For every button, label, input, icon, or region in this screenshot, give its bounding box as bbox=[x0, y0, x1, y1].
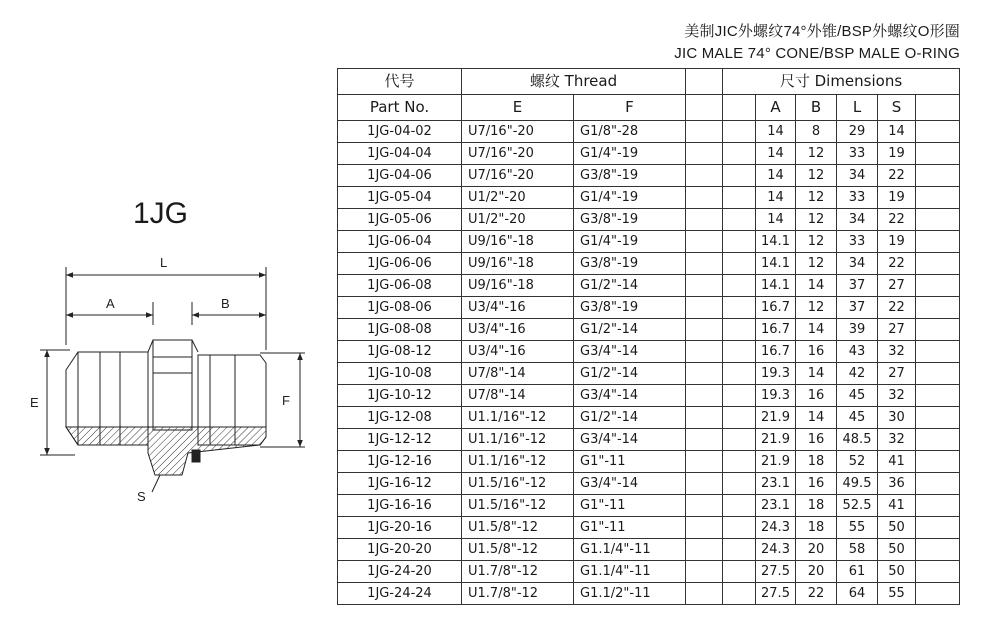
cell-blank bbox=[686, 517, 723, 539]
table-row bbox=[338, 319, 960, 341]
cell-dim-S: 19 bbox=[878, 231, 916, 253]
cell-dim-B: 14 bbox=[796, 407, 837, 429]
cell-blank bbox=[686, 429, 723, 451]
cell-part-no: 1JG-20-16 bbox=[338, 517, 462, 539]
cell-thread-F: G1/2"-14 bbox=[574, 363, 686, 385]
cell-dim-S: 27 bbox=[878, 319, 916, 341]
spec-table bbox=[337, 68, 960, 605]
cell-dim-S: 27 bbox=[878, 363, 916, 385]
cell-dim-L: 45 bbox=[837, 407, 878, 429]
cell-blank bbox=[723, 583, 756, 605]
cell-blank bbox=[916, 473, 960, 495]
cell-dim-A: 21.9 bbox=[756, 429, 796, 451]
cell-part-no: 1JG-06-04 bbox=[338, 231, 462, 253]
table-row bbox=[338, 385, 960, 407]
cell-part-no: 1JG-04-04 bbox=[338, 143, 462, 165]
cell-dim-S: 41 bbox=[878, 495, 916, 517]
cell-blank bbox=[723, 473, 756, 495]
cell-thread-F: G1.1/4"-11 bbox=[574, 539, 686, 561]
cell-thread-E: U7/8"-14 bbox=[462, 363, 574, 385]
cell-dim-B: 12 bbox=[796, 231, 837, 253]
cell-blank bbox=[916, 121, 960, 143]
cell-thread-E: U1.5/16"-12 bbox=[462, 473, 574, 495]
cell-dim-L: 37 bbox=[837, 275, 878, 297]
cell-blank bbox=[723, 165, 756, 187]
cell-blank bbox=[916, 517, 960, 539]
cell-thread-E: U3/4"-16 bbox=[462, 319, 574, 341]
cell-blank bbox=[686, 231, 723, 253]
cell-thread-E: U1.1/16"-12 bbox=[462, 407, 574, 429]
cell-blank bbox=[916, 561, 960, 583]
table-row bbox=[338, 143, 960, 165]
cell-dim-L: 42 bbox=[837, 363, 878, 385]
table-row bbox=[338, 209, 960, 231]
cell-dim-L: 64 bbox=[837, 583, 878, 605]
cell-dim-B: 22 bbox=[796, 583, 837, 605]
cell-blank bbox=[723, 363, 756, 385]
cell-part-no: 1JG-04-06 bbox=[338, 165, 462, 187]
cell-dim-S: 36 bbox=[878, 473, 916, 495]
cell-dim-S: 14 bbox=[878, 121, 916, 143]
cell-dim-A: 14.1 bbox=[756, 231, 796, 253]
cell-dim-A: 14.1 bbox=[756, 253, 796, 275]
cell-dim-B: 16 bbox=[796, 341, 837, 363]
cell-dim-A: 21.9 bbox=[756, 451, 796, 473]
cell-blank bbox=[916, 143, 960, 165]
cell-part-no: 1JG-10-12 bbox=[338, 385, 462, 407]
cell-blank bbox=[723, 451, 756, 473]
cell-dim-A: 16.7 bbox=[756, 319, 796, 341]
cell-dim-B: 18 bbox=[796, 517, 837, 539]
cell-thread-F: G1/2"-14 bbox=[574, 275, 686, 297]
cell-part-no: 1JG-08-06 bbox=[338, 297, 462, 319]
cell-blank bbox=[916, 319, 960, 341]
table-row bbox=[338, 451, 960, 473]
cell-dim-B: 16 bbox=[796, 473, 837, 495]
cell-blank bbox=[723, 297, 756, 319]
cell-dim-B: 18 bbox=[796, 451, 837, 473]
cell-blank bbox=[723, 253, 756, 275]
cell-dim-L: 33 bbox=[837, 143, 878, 165]
cell-dim-B: 16 bbox=[796, 385, 837, 407]
cell-blank bbox=[723, 561, 756, 583]
table-row bbox=[338, 495, 960, 517]
cell-dim-L: 34 bbox=[837, 253, 878, 275]
table-row bbox=[338, 407, 960, 429]
table-row bbox=[338, 473, 960, 495]
cell-thread-F: G3/8"-19 bbox=[574, 297, 686, 319]
cell-blank bbox=[686, 583, 723, 605]
cell-dim-B: 12 bbox=[796, 253, 837, 275]
cell-thread-F: G3/8"-19 bbox=[574, 209, 686, 231]
cell-thread-F: G1"-11 bbox=[574, 495, 686, 517]
cell-blank bbox=[723, 385, 756, 407]
cell-blank bbox=[723, 539, 756, 561]
cell-dim-L: 49.5 bbox=[837, 473, 878, 495]
dim-S-header: S bbox=[878, 95, 916, 121]
cell-blank bbox=[686, 121, 723, 143]
cell-blank bbox=[686, 385, 723, 407]
cell-thread-E: U1/2"-20 bbox=[462, 187, 574, 209]
dim-E-label: E bbox=[30, 395, 39, 410]
blank-header bbox=[723, 95, 756, 121]
cell-part-no: 1JG-20-20 bbox=[338, 539, 462, 561]
cell-thread-E: U3/4"-16 bbox=[462, 297, 574, 319]
cell-thread-F: G3/8"-19 bbox=[574, 165, 686, 187]
cell-thread-F: G3/4"-14 bbox=[574, 473, 686, 495]
cell-dim-S: 22 bbox=[878, 165, 916, 187]
cell-blank bbox=[916, 363, 960, 385]
cell-blank bbox=[916, 495, 960, 517]
cell-dim-B: 8 bbox=[796, 121, 837, 143]
cell-dim-B: 12 bbox=[796, 165, 837, 187]
thread-E-header: E bbox=[462, 95, 574, 121]
cell-thread-E: U9/16"-18 bbox=[462, 231, 574, 253]
thread-F-header: F bbox=[574, 95, 686, 121]
cell-dim-S: 41 bbox=[878, 451, 916, 473]
cell-part-no: 1JG-16-16 bbox=[338, 495, 462, 517]
dim-B-label: B bbox=[221, 296, 230, 311]
cell-blank bbox=[723, 209, 756, 231]
hex-body bbox=[153, 340, 192, 430]
cell-dim-L: 34 bbox=[837, 209, 878, 231]
part-no-header: Part No. bbox=[338, 95, 462, 121]
o-ring bbox=[192, 450, 200, 462]
cell-blank bbox=[916, 253, 960, 275]
cell-dim-L: 39 bbox=[837, 319, 878, 341]
cell-thread-E: U1.1/16"-12 bbox=[462, 451, 574, 473]
cell-dim-S: 50 bbox=[878, 561, 916, 583]
table-row bbox=[338, 231, 960, 253]
cell-blank bbox=[916, 297, 960, 319]
cell-blank bbox=[916, 451, 960, 473]
cell-dim-A: 23.1 bbox=[756, 473, 796, 495]
cell-thread-F: G1.1/2"-11 bbox=[574, 583, 686, 605]
table-row bbox=[338, 165, 960, 187]
cell-dim-S: 22 bbox=[878, 253, 916, 275]
cell-dim-S: 32 bbox=[878, 385, 916, 407]
cell-thread-E: U9/16"-18 bbox=[462, 275, 574, 297]
cell-dim-L: 52 bbox=[837, 451, 878, 473]
fitting-drawing bbox=[20, 245, 320, 505]
cell-blank bbox=[686, 275, 723, 297]
cell-blank bbox=[916, 407, 960, 429]
cell-blank bbox=[723, 231, 756, 253]
sub-header-row bbox=[338, 95, 960, 121]
cell-thread-E: U1.7/8"-12 bbox=[462, 583, 574, 605]
dim-L-header: L bbox=[837, 95, 878, 121]
cell-thread-E: U7/8"-14 bbox=[462, 385, 574, 407]
cell-blank bbox=[686, 209, 723, 231]
table-row bbox=[338, 539, 960, 561]
cell-thread-F: G1/2"-14 bbox=[574, 319, 686, 341]
cell-blank bbox=[686, 187, 723, 209]
table-row bbox=[338, 253, 960, 275]
table-row bbox=[338, 517, 960, 539]
cell-dim-L: 58 bbox=[837, 539, 878, 561]
cell-thread-F: G1.1/4"-11 bbox=[574, 561, 686, 583]
cell-dim-B: 12 bbox=[796, 143, 837, 165]
cell-dim-L: 43 bbox=[837, 341, 878, 363]
cell-part-no: 1JG-24-20 bbox=[338, 561, 462, 583]
cell-thread-F: G1/4"-19 bbox=[574, 231, 686, 253]
cell-dim-B: 20 bbox=[796, 561, 837, 583]
cell-dim-A: 19.3 bbox=[756, 363, 796, 385]
cell-part-no: 1JG-05-04 bbox=[338, 187, 462, 209]
cell-blank bbox=[723, 143, 756, 165]
cell-dim-A: 14 bbox=[756, 187, 796, 209]
dim-F-label: F bbox=[282, 393, 290, 408]
cell-part-no: 1JG-12-12 bbox=[338, 429, 462, 451]
cell-part-no: 1JG-04-02 bbox=[338, 121, 462, 143]
cell-blank bbox=[686, 495, 723, 517]
cell-blank bbox=[916, 187, 960, 209]
cell-blank bbox=[686, 561, 723, 583]
dim-S-label: S bbox=[137, 489, 146, 504]
cell-thread-E: U1.5/8"-12 bbox=[462, 517, 574, 539]
cell-dim-A: 27.5 bbox=[756, 583, 796, 605]
cell-thread-F: G3/8"-19 bbox=[574, 253, 686, 275]
cell-dim-A: 27.5 bbox=[756, 561, 796, 583]
cell-dim-L: 34 bbox=[837, 165, 878, 187]
cell-blank bbox=[686, 539, 723, 561]
blank-header bbox=[686, 95, 723, 121]
cell-dim-S: 50 bbox=[878, 539, 916, 561]
group-header-row bbox=[338, 69, 960, 95]
dim-B-header: B bbox=[796, 95, 837, 121]
dim-A-label: A bbox=[106, 296, 115, 311]
cell-blank bbox=[916, 539, 960, 561]
cell-dim-L: 29 bbox=[837, 121, 878, 143]
cell-blank bbox=[916, 231, 960, 253]
cell-blank bbox=[686, 297, 723, 319]
cell-thread-F: G1"-11 bbox=[574, 451, 686, 473]
cell-dim-A: 14 bbox=[756, 121, 796, 143]
blank-header bbox=[916, 95, 960, 121]
cell-dim-L: 61 bbox=[837, 561, 878, 583]
cell-dim-A: 14.1 bbox=[756, 275, 796, 297]
cell-part-no: 1JG-06-06 bbox=[338, 253, 462, 275]
cell-dim-A: 21.9 bbox=[756, 407, 796, 429]
cell-dim-B: 14 bbox=[796, 319, 837, 341]
cell-dim-S: 22 bbox=[878, 297, 916, 319]
cell-blank bbox=[723, 429, 756, 451]
cell-part-no: 1JG-16-12 bbox=[338, 473, 462, 495]
cell-thread-E: U3/4"-16 bbox=[462, 341, 574, 363]
cell-blank bbox=[723, 495, 756, 517]
cell-dim-L: 45 bbox=[837, 385, 878, 407]
cell-dim-A: 14 bbox=[756, 143, 796, 165]
dimensions-header: 尺寸 Dimensions bbox=[723, 69, 960, 95]
cell-dim-A: 14 bbox=[756, 165, 796, 187]
cell-blank bbox=[686, 363, 723, 385]
cell-part-no: 1JG-24-24 bbox=[338, 583, 462, 605]
cell-dim-S: 50 bbox=[878, 517, 916, 539]
cell-thread-E: U1.5/16"-12 bbox=[462, 495, 574, 517]
cell-dim-L: 55 bbox=[837, 517, 878, 539]
cell-dim-L: 52.5 bbox=[837, 495, 878, 517]
cell-blank bbox=[686, 143, 723, 165]
table-row bbox=[338, 341, 960, 363]
cell-dim-B: 16 bbox=[796, 429, 837, 451]
title-english: JIC MALE 74° CONE/BSP MALE O-RING bbox=[674, 45, 960, 62]
cell-blank bbox=[723, 407, 756, 429]
cell-dim-B: 14 bbox=[796, 363, 837, 385]
blank-header bbox=[686, 69, 723, 95]
dim-L-label: L bbox=[160, 255, 168, 270]
cell-dim-L: 48.5 bbox=[837, 429, 878, 451]
table-row bbox=[338, 187, 960, 209]
cell-dim-A: 16.7 bbox=[756, 297, 796, 319]
cell-part-no: 1JG-12-08 bbox=[338, 407, 462, 429]
cell-dim-S: 22 bbox=[878, 209, 916, 231]
cell-dim-S: 55 bbox=[878, 583, 916, 605]
table-row bbox=[338, 561, 960, 583]
cell-dim-A: 23.1 bbox=[756, 495, 796, 517]
cell-blank bbox=[686, 341, 723, 363]
cell-part-no: 1JG-12-16 bbox=[338, 451, 462, 473]
cell-blank bbox=[916, 341, 960, 363]
cell-blank bbox=[916, 429, 960, 451]
cell-blank bbox=[723, 319, 756, 341]
cell-blank bbox=[686, 473, 723, 495]
title-chinese: 美制JIC外螺纹74°外锥/BSP外螺纹O形圈 bbox=[684, 23, 960, 40]
table-row bbox=[338, 121, 960, 143]
cell-thread-F: G1/2"-14 bbox=[574, 407, 686, 429]
cell-blank bbox=[916, 209, 960, 231]
cell-dim-B: 20 bbox=[796, 539, 837, 561]
cell-dim-S: 30 bbox=[878, 407, 916, 429]
cell-thread-E: U1.5/8"-12 bbox=[462, 539, 574, 561]
cell-thread-F: G1/8"-28 bbox=[574, 121, 686, 143]
cell-part-no: 1JG-06-08 bbox=[338, 275, 462, 297]
cell-dim-B: 12 bbox=[796, 209, 837, 231]
dim-A-header: A bbox=[756, 95, 796, 121]
cell-blank bbox=[916, 385, 960, 407]
table-row bbox=[338, 429, 960, 451]
cell-blank bbox=[686, 165, 723, 187]
cell-blank bbox=[916, 275, 960, 297]
cell-dim-A: 24.3 bbox=[756, 517, 796, 539]
cell-thread-E: U1.1/16"-12 bbox=[462, 429, 574, 451]
cell-dim-L: 37 bbox=[837, 297, 878, 319]
cell-dim-B: 18 bbox=[796, 495, 837, 517]
dim-S-leader bbox=[152, 475, 160, 492]
cell-thread-F: G3/4"-14 bbox=[574, 385, 686, 407]
table-row bbox=[338, 275, 960, 297]
section-hatch bbox=[66, 427, 266, 475]
cell-dim-L: 33 bbox=[837, 231, 878, 253]
cell-blank bbox=[686, 253, 723, 275]
cell-blank bbox=[916, 583, 960, 605]
cell-thread-F: G1/4"-19 bbox=[574, 143, 686, 165]
cell-blank bbox=[686, 319, 723, 341]
cell-dim-S: 19 bbox=[878, 187, 916, 209]
table-row bbox=[338, 363, 960, 385]
cell-blank bbox=[916, 165, 960, 187]
cell-part-no: 1JG-05-06 bbox=[338, 209, 462, 231]
cell-thread-E: U7/16"-20 bbox=[462, 121, 574, 143]
cell-dim-S: 19 bbox=[878, 143, 916, 165]
cell-thread-F: G3/4"-14 bbox=[574, 341, 686, 363]
cell-dim-B: 12 bbox=[796, 187, 837, 209]
model-code: 1JG bbox=[133, 197, 189, 230]
cell-dim-B: 12 bbox=[796, 297, 837, 319]
cell-dim-A: 24.3 bbox=[756, 539, 796, 561]
cell-thread-F: G1"-11 bbox=[574, 517, 686, 539]
cell-blank bbox=[686, 451, 723, 473]
cell-thread-E: U7/16"-20 bbox=[462, 143, 574, 165]
cell-thread-E: U1/2"-20 bbox=[462, 209, 574, 231]
cell-dim-A: 14 bbox=[756, 209, 796, 231]
cell-thread-E: U1.7/8"-12 bbox=[462, 561, 574, 583]
cell-thread-F: G1/4"-19 bbox=[574, 187, 686, 209]
cell-blank bbox=[723, 517, 756, 539]
cell-part-no: 1JG-10-08 bbox=[338, 363, 462, 385]
cell-thread-E: U9/16"-18 bbox=[462, 253, 574, 275]
cell-dim-A: 19.3 bbox=[756, 385, 796, 407]
cell-dim-S: 32 bbox=[878, 429, 916, 451]
cell-dim-L: 33 bbox=[837, 187, 878, 209]
cell-blank bbox=[723, 275, 756, 297]
cell-thread-F: G3/4"-14 bbox=[574, 429, 686, 451]
cell-dim-S: 32 bbox=[878, 341, 916, 363]
cell-blank bbox=[723, 341, 756, 363]
cell-blank bbox=[686, 407, 723, 429]
cell-part-no: 1JG-08-12 bbox=[338, 341, 462, 363]
cell-thread-E: U7/16"-20 bbox=[462, 165, 574, 187]
cell-blank bbox=[723, 121, 756, 143]
table-row bbox=[338, 583, 960, 605]
thread-header: 螺纹 Thread bbox=[462, 69, 686, 95]
cell-dim-B: 14 bbox=[796, 275, 837, 297]
cell-dim-S: 27 bbox=[878, 275, 916, 297]
cell-part-no: 1JG-08-08 bbox=[338, 319, 462, 341]
part-cn-header: 代号 bbox=[338, 69, 462, 95]
cell-dim-A: 16.7 bbox=[756, 341, 796, 363]
table-row bbox=[338, 297, 960, 319]
cell-blank bbox=[723, 187, 756, 209]
